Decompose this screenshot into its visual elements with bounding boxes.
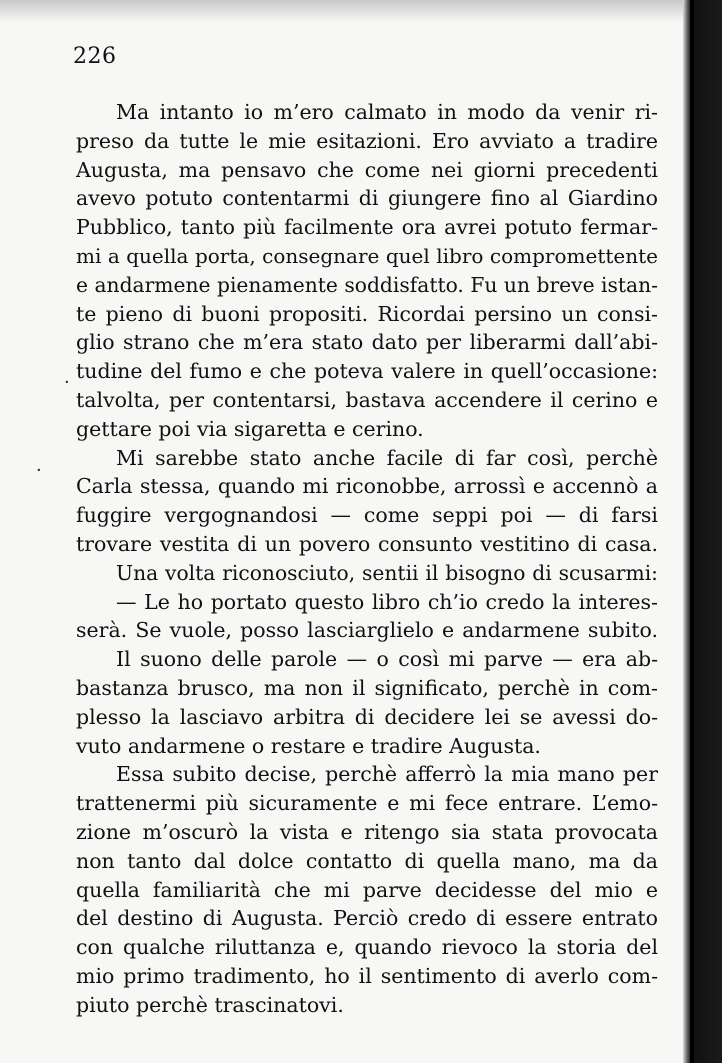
text-line: Pubblico, tanto più facilmente ora avrei potuto fermar- — [76, 215, 658, 240]
text-line: mio primo tradimento, ho il sentimento di averlo com- — [76, 963, 658, 988]
text-line: e andarmene pienamente soddisfatto. Fu un breve istan- — [76, 272, 658, 297]
text-line: Una volta riconosciuto, sentii il bisogno di scusarmi: — [116, 560, 658, 585]
text-line: glio strano che m’era stato dato per liberarmi dall’abi- — [76, 330, 658, 355]
text-line: Augusta, ma pensavo che come nei giorni precedenti — [76, 157, 658, 182]
text-line: bastanza brusco, ma non il significato, perchè in com- — [76, 675, 658, 700]
text-line: trattenermi più sicuramente e mi fece entrare. L’emo- — [76, 791, 658, 816]
text-line: tudine del fumo e che poteva valere in quell’occasione: — [76, 359, 658, 384]
text-line: trovare vestita di un povero consunto vestitino di casa. — [76, 531, 658, 556]
text-line: fuggire vergognandosi — come seppi poi — di farsi — [76, 503, 658, 528]
text-line: gettare poi via sigaretta e cerino. — [76, 416, 424, 441]
text-line: non tanto dal dolce contatto di quella mano, ma da — [76, 848, 658, 873]
page-top-shadow — [0, 0, 683, 22]
text-line: avevo potuto contentarmi di giungere fino al Giardino — [76, 186, 658, 211]
text-line: Mi sarebbe stato anche facile di far così, perchè — [116, 445, 658, 470]
text-line: serà. Se vuole, posso lasciarglielo e andarmene subito. — [76, 618, 658, 643]
text-line: vuto andarmene o restare e tradire Augusta. — [76, 733, 541, 758]
book-binding-edge — [683, 0, 722, 1063]
text-line: Carla stessa, quando mi riconobbe, arrossì e accennò a — [76, 474, 658, 499]
text-line: Il suono delle parole — o così mi parve — era ab- — [116, 647, 658, 672]
text-line: — Le ho portato questo libro ch’io credo la interes- — [116, 589, 658, 614]
text-line: del destino di Augusta. Perciò credo di essere entrato — [76, 906, 658, 931]
text-line: zione m’oscurò la vista e ritengo sia stata provocata — [76, 819, 658, 844]
text-line: Essa subito decise, perchè afferrò la mia mano per — [116, 762, 658, 787]
book-binding-line — [690, 0, 694, 1063]
page-number: 226 — [73, 44, 117, 69]
margin-mark: · — [64, 372, 70, 393]
text-line: mi a quella porta, consegnare quel libro compromettente — [76, 243, 658, 268]
text-line: con qualche riluttanza e, quando rievoco la storia del — [76, 935, 658, 960]
text-line: te pieno di buoni propositi. Ricordai persino un consi- — [76, 301, 658, 326]
text-line: quella familiarità che mi parve decidesse del mio e — [76, 877, 658, 902]
text-line: talvolta, per contentarsi, bastava accendere il cerino e — [76, 387, 658, 412]
text-line: piuto perchè trascinatovi. — [76, 992, 344, 1017]
text-line: Ma intanto io m’ero calmato in modo da venir ri- — [116, 100, 658, 124]
text-line: plesso la lasciavo arbitra di decidere lei se avessi do- — [76, 704, 658, 729]
body-text — [76, 98, 658, 1020]
margin-mark: · — [36, 460, 42, 481]
text-line: preso da tutte le mie esitazioni. Ero avviato a tradire — [76, 128, 658, 153]
